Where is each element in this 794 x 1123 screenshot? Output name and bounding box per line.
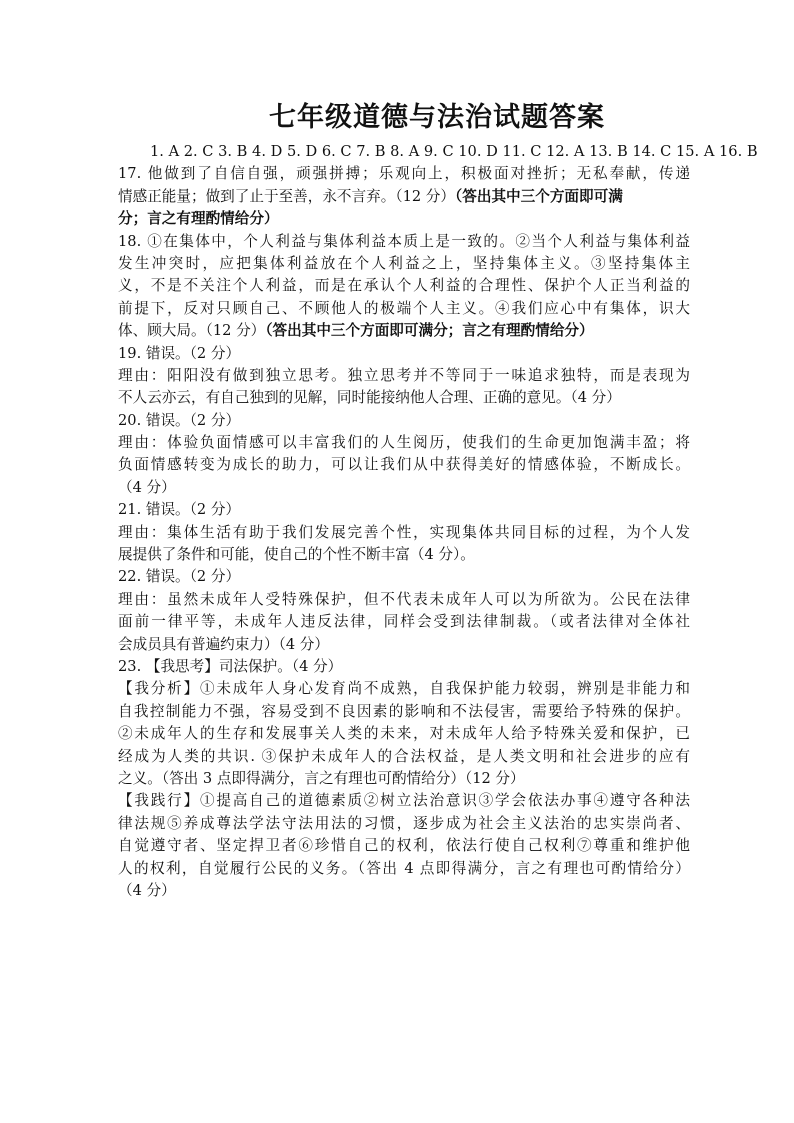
q23-line-2: 【我分析】①未成年人身心发育尚不成熟，自我保护能力较弱，辨别是非能力和: [118, 680, 690, 698]
q23-line-1: 23. 【我思考】司法保护。（4 分）: [118, 657, 343, 675]
q18-line-5-text: 体、顾大局。（12 分）: [118, 322, 266, 340]
q18-line-2: 发生冲突时，应把集体利益放在个人利益之上，坚持集体主义。③坚持集体主: [118, 254, 690, 272]
question-18-answer: [118, 231, 690, 343]
q23-line-11: （4 分）: [118, 881, 176, 899]
q22-line-3: 面前一律平等，未成年人违反法律，同样会受到法律制裁。（或者法律对全体社: [118, 613, 690, 631]
q23-line-5: 经成为人类的共识. ③保护未成年人的合法权益，是人类文明和社会进步的应有: [118, 747, 690, 765]
q21-line-1: 21. 错误。（2 分）: [118, 501, 241, 519]
multiple-choice-answers: 1. A 2. C 3. B 4. D 5. D 6. C 7. B 8. A 9. C 10. D 11. C 12. A 13. B 14. C 15. A 16. B: [150, 143, 758, 160]
q17-line-3: 分；言之有理酌情给分）: [118, 210, 279, 228]
q23-line-4: ②未成年人的生存和发展事关人类的未来，对未成年人给予特殊关爱和保护，已: [118, 725, 690, 743]
q17-line-2: [118, 186, 690, 208]
answer-content: [118, 141, 758, 902]
q20-line-2: 理由：体验负面情感可以丰富我们的人生阅历，使我们的生命更加饱满丰盈；将: [118, 434, 690, 452]
q21-line-3: 展提供了条件和可能，使自己的个性不断丰富（4 分）。: [118, 546, 475, 564]
q22-line-4: 会成员具有普遍约束力）（4 分）: [118, 635, 329, 653]
question-17-answer: [118, 163, 690, 230]
q17-line-1: 17. 他做到了自信自强，顽强拼搏；乐观向上，积极面对挫折；无私奉献，传递: [118, 165, 690, 183]
q22-line-2: 理由：虽然未成年人受特殊保护，但不代表未成年人可以为所欲为。公民在法律: [118, 590, 690, 608]
q19-line-1: 19. 错误。（2 分）: [118, 344, 241, 362]
q18-line-5: [118, 320, 690, 342]
q19-line-2: 理由：阳阳没有做到独立思考。独立思考并不等同于一味追求独特，而是表现为: [118, 366, 690, 384]
q22-line-1: 22. 错误。（2 分）: [118, 568, 241, 586]
q17-line-2-text: 情感正能量；做到了止于至善，永不言弃。（12 分）: [118, 187, 455, 205]
question-22-answer: [118, 566, 690, 656]
q17-scoring-note: （答出其中三个方面即可满: [454, 187, 623, 205]
question-23-answer: [118, 656, 690, 902]
q18-line-1: 18. ①在集体中，个人利益与集体利益本质上是一致的。②当个人利益与集体利益: [118, 232, 690, 250]
q20-line-4: （4 分）: [118, 478, 176, 496]
question-21-answer: [118, 499, 690, 566]
q23-line-6: 之义。（答出 3 点即得满分，言之有理也可酌情给分）（12 分）: [118, 769, 525, 787]
q21-line-2: 理由：集体生活有助于我们发展完善个性，实现集体共同目标的过程，为个人发: [118, 523, 690, 541]
page-title: 七年级道德与法治试题答案: [269, 102, 605, 133]
q18-line-4: 前提下，反对只顾自己、不顾他人的极端个人主义。④我们应心中有集体，识大: [118, 299, 690, 317]
q23-line-8: 律法规⑤养成尊法学法守法用法的习惯，逐步成为社会主义法治的忠实崇尚者、: [118, 814, 690, 832]
q19-line-3: 不人云亦云，有自己独到的见解，同时能接纳他人合理、正确的意见。（4 分）: [118, 389, 621, 407]
q20-line-3: 负面情感转变为成长的助力，可以让我们从中获得美好的情感体验，不断成长。: [118, 456, 690, 474]
q20-line-1: 20. 错误。（2 分）: [118, 411, 241, 429]
q18-line-3: 义，不是不关注个人利益，而是在承认个人利益的合理性、保护个人正当利益的: [118, 277, 690, 295]
question-19-answer: [118, 343, 690, 410]
q23-line-7: 【我践行】①提高自己的道德素质②树立法治意识③学会依法办事④遵守各种法: [118, 792, 690, 810]
q23-line-3: 自我控制能力不强，容易受到不良因素的影响和不法侵害，需要给予特殊的保护。: [118, 702, 690, 720]
q18-scoring-note: （答出其中三个方面即可满分；言之有理酌情给分）: [265, 322, 594, 340]
q23-line-9: 自觉遵守者、坚定捍卫者⑥珍惜自己的权利，依法行使自己权利⑦尊重和维护他: [118, 837, 690, 855]
q23-line-10: 人的权利，自觉履行公民的义务。（答出 4 点即得满分，言之有理也可酌情给分）: [118, 859, 690, 877]
question-20-answer: [118, 410, 690, 500]
